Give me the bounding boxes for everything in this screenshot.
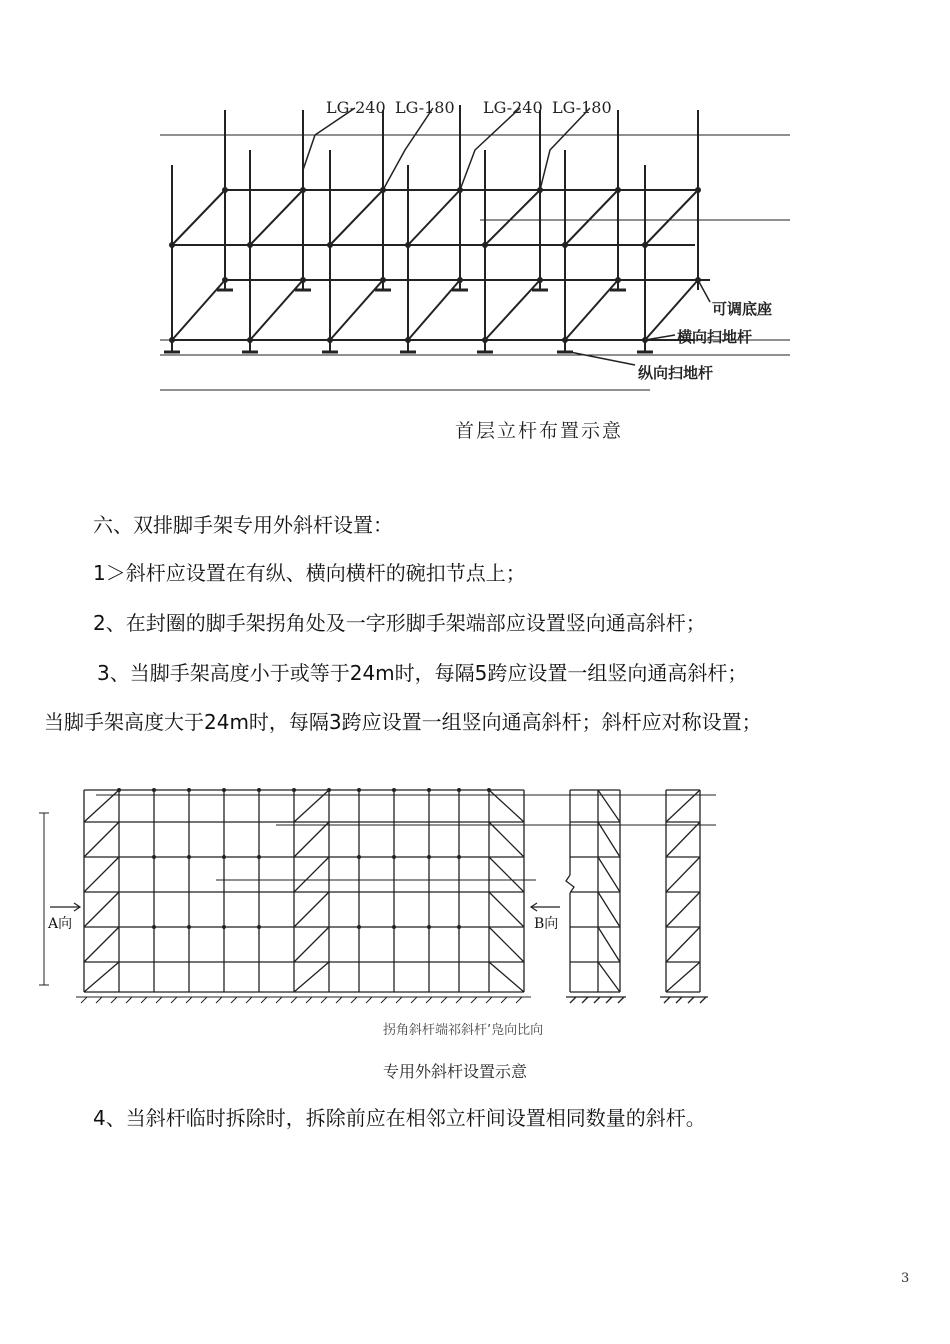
label-lg180-left: LG-180 [395, 98, 455, 117]
section-item-1: 1＞斜杆应设置在有纵、横向横杆的碗扣节点上； [93, 561, 526, 585]
label-lg240-right: LG-240 [483, 98, 543, 117]
label-lg180-right: LG-180 [552, 98, 612, 117]
label-a-direction: A向 [48, 916, 73, 932]
figure2-caption: 专用外斜杆设置示意 [383, 1062, 528, 1081]
label-b-direction: B向 [534, 916, 559, 932]
b-direction-arrow [531, 903, 560, 911]
label-lg240-left: LG-240 [326, 98, 386, 117]
section-item-3-continued: 当脚手架高度大于24m时，每隔3跨应设置一组竖向通高斜杆；斜杆应对称设置； [44, 710, 762, 734]
grid-nodes [117, 788, 491, 929]
figure-diagonal-bracing [36, 775, 726, 1015]
ground-hatching [76, 997, 531, 1003]
side-view-corner [566, 790, 626, 1003]
scaffold-isometric-drawing [150, 90, 810, 450]
joint-nodes [169, 187, 701, 343]
label-transverse-sweep-rod: 横向扫地杆 [677, 328, 753, 346]
bracing-elevation-drawing [36, 775, 726, 1015]
section-item-3: 3、当脚手架高度小于或等于24m时，每隔5跨应设置一组竖向通高斜杆； [97, 661, 748, 685]
label-adjustable-base: 可调底座 [712, 300, 773, 318]
scaffold-lines [160, 105, 790, 390]
page-number: 3 [901, 1271, 910, 1286]
section-heading: 六、双排脚手架专用外斜杆设置： [93, 513, 393, 537]
side-view-end [660, 790, 708, 1003]
section-item-4: 4、当斜杆临时拆除时，拆除前应在相邻立杆间设置相同数量的斜杆。 [93, 1106, 706, 1130]
height-dimension [39, 813, 49, 985]
figure1-caption: 首层立杆布置示意 [455, 420, 624, 442]
section-item-2: 2、在封圈的脚手架拐角处及一字形脚手架端部应设置竖向通高斜杆； [93, 611, 706, 635]
main-elevation-grid [84, 790, 524, 992]
label-longitudinal-sweep-rod: 纵向扫地杆 [638, 364, 714, 382]
a-direction-arrow [50, 903, 80, 911]
figure-first-layer-poles [150, 90, 810, 450]
figure2-sub-caption: 拐角斜杆端祁斜杆’凫向比向 [383, 1023, 544, 1038]
